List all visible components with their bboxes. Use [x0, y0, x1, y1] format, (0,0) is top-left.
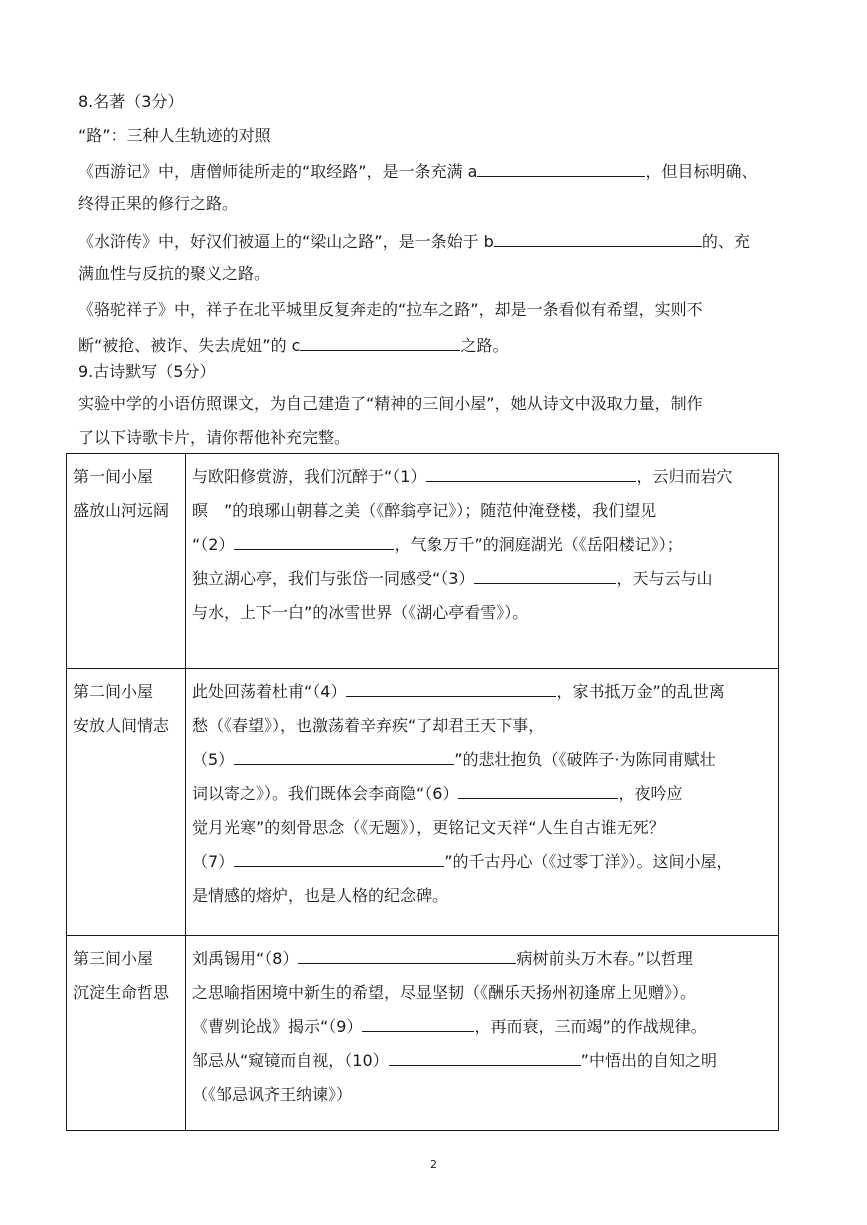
card-1-content	[186, 454, 779, 669]
card-1-line-5: 与水，上下一白”的冰雪世界（《湖心亭看雪》）。	[192, 603, 529, 622]
card-2-line-5: 觉月光寒”的刻骨思念（《无题》），更铭记文天祥“人生自古谁无死？	[192, 818, 665, 837]
card-1-text: 与欧阳修赏游，我们沉醉于“（1）	[192, 467, 427, 486]
blank-3[interactable]	[474, 567, 616, 584]
card-3-text: ，再而衰，三而竭”的作战规律。	[474, 1017, 707, 1036]
q8-xiyou-line-2: 终得正果的修行之路。	[78, 194, 239, 213]
blank-8[interactable]	[298, 947, 516, 964]
card-1-label-1: 第一间小屋	[73, 467, 154, 486]
q9-heading: 9.古诗默写（5分）	[78, 362, 216, 381]
blank-c[interactable]	[300, 334, 460, 351]
poem-cards-table	[66, 453, 779, 1131]
q8-xiyou-text-a: 《西游记》中，唐僧师徒所走的“取经路”，是一条充满 a	[78, 162, 478, 181]
card-2-text: ”的悲壮抱负（《破阵子·为陈同甫赋壮	[454, 750, 716, 769]
card-1-text: ，气象万千”的洞庭湖光（《岳阳楼记》）；	[394, 535, 683, 554]
q8-heading: 8.名著（3分）	[78, 92, 184, 111]
page-number: 2	[430, 1158, 437, 1171]
blank-7[interactable]	[234, 850, 444, 867]
card-1-line-1	[192, 460, 774, 494]
card-row-3	[67, 936, 779, 1131]
card-3-label-2: 沉淀生命哲思	[73, 983, 170, 1002]
card-3-text: ”中悟出的自知之明	[580, 1051, 717, 1070]
q9-intro-1: 实验中学的小语仿照课文，为自己建造了“精神的三间小屋”，她从诗文中汲取力量，制作	[78, 394, 703, 413]
card-1-label	[67, 454, 186, 669]
card-2-text: ，家书抵万金”的乱世离	[556, 682, 725, 701]
card-1-line-3	[192, 528, 774, 562]
card-2-line-4	[192, 777, 774, 811]
card-row-1	[67, 454, 779, 669]
card-1-text: ，云归而岩穴	[636, 467, 733, 486]
card-2-line-3	[192, 743, 774, 777]
card-2-text: ”的千古丹心（《过零丁洋》）。这间小屋，	[444, 852, 733, 871]
q9-intro-2: 了以下诗歌卡片，请你帮他补充完整。	[78, 428, 351, 447]
card-3-line-1	[192, 942, 774, 976]
card-3-text: 《曹刿论战》揭示“（9）	[192, 1017, 363, 1036]
q8-shuihu-text-b: 的、充	[701, 232, 750, 251]
card-2-label-1: 第二间小屋	[73, 682, 154, 701]
card-3-text: 病树前头万木春。”以哲理	[516, 949, 693, 968]
blank-1[interactable]	[426, 465, 636, 482]
card-2-label	[67, 669, 186, 936]
q8-xiyou-text-b: ，但目标明确、	[645, 162, 758, 181]
card-1-text: “（2）	[192, 535, 235, 554]
card-3-line-3	[192, 1010, 774, 1044]
q8-shuihu-line-2: 满血性与反抗的聚义之路。	[78, 264, 271, 283]
q8-xiyou-line	[78, 160, 758, 182]
card-3-line-4	[192, 1044, 774, 1078]
card-3-line-2: 之思喻指困境中新生的希望，尽显坚韧（《酬乐天扬州初逢席上见赠》）。	[192, 983, 697, 1002]
card-2-text: （5）	[192, 750, 235, 769]
card-2-text: ，夜吟应	[618, 784, 683, 803]
card-3-label-1: 第三间小屋	[73, 949, 154, 968]
q8-shuihu-line	[78, 230, 750, 252]
blank-b[interactable]	[494, 230, 702, 247]
q8-luotuo-text-c: 之路。	[460, 336, 509, 355]
blank-9[interactable]	[362, 1015, 474, 1032]
card-1-line-4	[192, 562, 774, 596]
card-row-2	[67, 669, 779, 936]
q8-luotuo-text-b: 断“被抢、被诈、失去虎妞”的 c	[78, 336, 301, 355]
card-2-line-7: 是情感的熔炉，也是人格的纪念碑。	[192, 886, 449, 905]
card-2-label-2: 安放人间情志	[73, 716, 170, 735]
card-1-text: 独立湖心亭，我们与张岱一同感受“（3）	[192, 569, 475, 588]
q8-luotuo-line-2	[78, 334, 508, 356]
card-2-content	[186, 669, 779, 936]
blank-2[interactable]	[234, 533, 394, 550]
card-3-content	[186, 936, 779, 1131]
q8-luotuo-line: 《骆驼祥子》中，祥子在北平城里反复奔走的“拉车之路”，却是一条看似有希望，实则不	[78, 300, 703, 319]
card-3-text: 邹忌从“窥镜而自视，（10）	[192, 1051, 389, 1070]
card-2-text: 此处回荡着杜甫“（4）	[192, 682, 347, 701]
card-2-line-1	[192, 675, 774, 709]
card-1-label-2: 盛放山河远阔	[73, 501, 170, 520]
q8-shuihu-text-a: 《水浒传》中，好汉们被逼上的“梁山之路”，是一条始于 b	[78, 232, 494, 251]
card-3-line-5: （《邹忌讽齐王纳谏》）	[192, 1085, 353, 1104]
blank-10[interactable]	[389, 1049, 581, 1066]
card-2-line-6	[192, 845, 774, 879]
blank-a[interactable]	[477, 160, 645, 177]
card-2-text: 词以寄之》）。我们既体会李商隐“（6）	[192, 784, 459, 803]
card-2-line-2: 愁（《春望》），也激荡着辛弃疾“了却君王天下事，	[192, 716, 545, 735]
card-2-text: （7）	[192, 852, 235, 871]
card-1-text: ，天与云与山	[616, 569, 713, 588]
card-3-label	[67, 936, 186, 1131]
card-3-text: 刘禹锡用“（8）	[192, 949, 299, 968]
card-1-line-2: 暝 ”的琅琊山朝暮之美（《醉翁亭记》）；随范仲淹登楼，我们望见	[192, 501, 657, 520]
blank-4[interactable]	[346, 680, 556, 697]
q8-topic: “路”：三种人生轨迹的对照	[78, 126, 271, 145]
blank-5[interactable]	[234, 748, 454, 765]
blank-6[interactable]	[458, 782, 618, 799]
